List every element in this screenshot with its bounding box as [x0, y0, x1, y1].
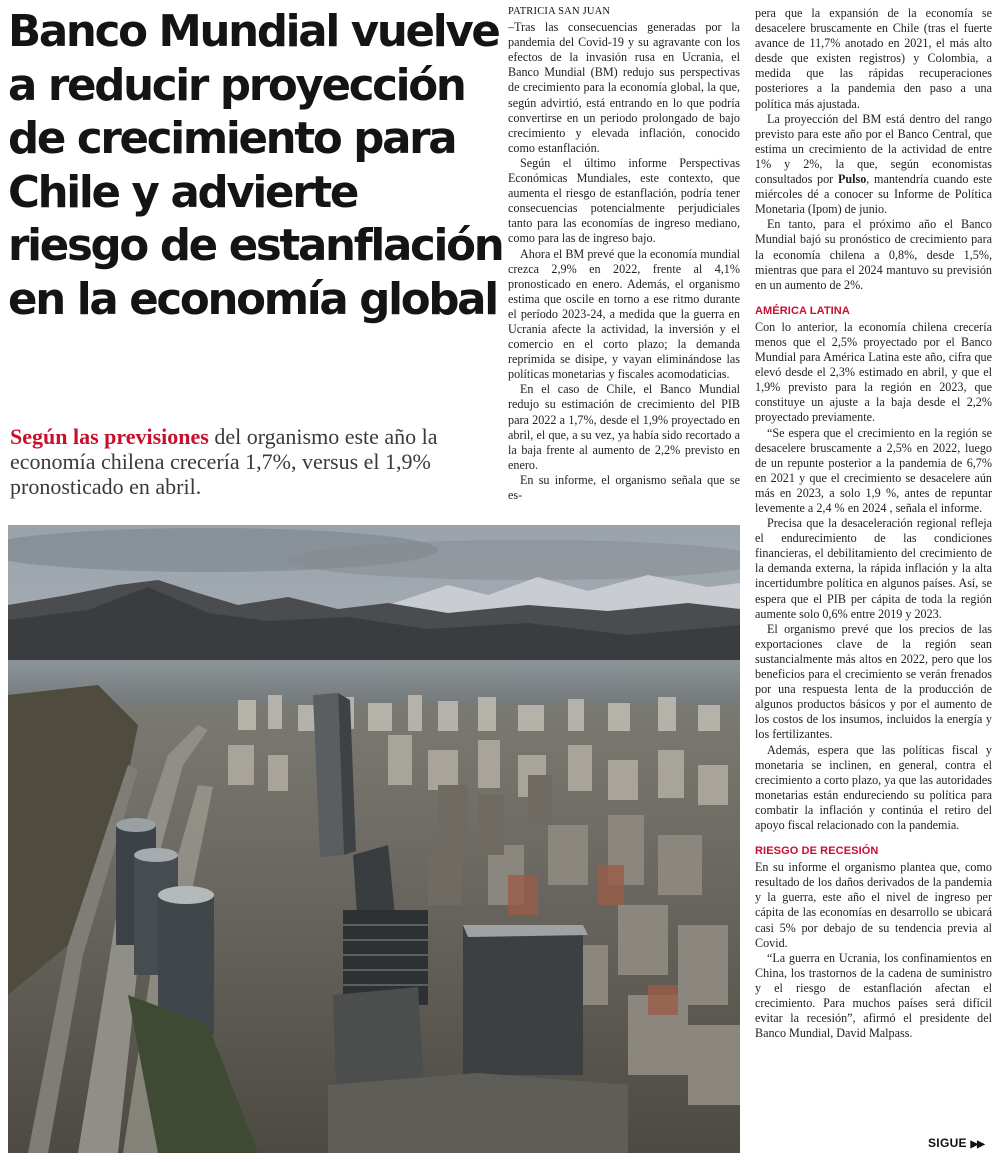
paragraph: –Tras las consecuencias generadas por la pandemia del Covid-19 y su agravante con los efectos de la invasión rusa en Ucrania, el Banco Mundial (BM) redujo sus perspectivas de crecimiento para la economía global, la que, según advirtió, está entrando en lo que podría convertirse en un periodo prolongado de bajo crecimiento y elevada inflación, conocido como estanflación. [508, 20, 740, 155]
deck [10, 424, 480, 499]
headline-line: Chile y advierte [8, 167, 358, 218]
double-arrow-icon: ▶▶ [970, 1139, 984, 1150]
paragraph: En su informe, el organismo señala que se es- [508, 472, 740, 502]
continue-label: SIGUE [928, 1136, 967, 1150]
deck-text: del organismo este año la economía chilena crecería 1,7%, versus el 1,9% pronosticado en abril. [10, 424, 438, 499]
headline-line: de crecimiento para [8, 114, 456, 164]
byline: PATRICIA SAN JUAN [508, 6, 611, 17]
paragraph-text: La proyección del BM está dentro del rango previsto para este año por el Banco Central, que estima un crecimiento de la actividad de entre 1% y 2%, la que, según economistas consultados por [755, 111, 992, 187]
paragraph [755, 112, 992, 218]
headline-line: en la economía global [8, 274, 497, 325]
deck-lead: Según las previsiones [10, 424, 209, 449]
publication-name: Pulso [837, 172, 867, 187]
section-heading: AMÉRICA LATINA [755, 304, 850, 317]
city-aerial-photo [8, 525, 740, 1153]
paragraph: En el caso de Chile, el Banco Mundial redujo su estimación de crecimiento del PIB para 2022 a 1,7%, desde el 1,9% proyectado en abril, el que, a su vez, ya había sido recortado a la baja frente al aumento de 2,2% previsto en enero. [508, 382, 740, 472]
paragraph: En tanto, para el próximo año el Banco Mundial bajó su pronóstico de crecimiento para la economía chilena a 0,8%, desde 1,5%, mientras que para el 2024 mantuvo su previsión en un aumento de 2%. [755, 217, 992, 292]
paragraph: Con lo anterior, la economía chilena crecería menos que el 2,5% proyectado por el Banco Mundial para América Latina este año, cifra que elevó desde el 2,3% estimado en abril, y que el 1,9% previsto para la región en 2023, que constituye un ajuste a la baja desde el 2,2% proyectado previamente. [755, 319, 992, 425]
paragraph: El organismo prevé que los precios de las exportaciones clave de la región sean sustancialmente más altos en 2022, pero que los beneficios para el crecimiento se verán frenados por una respuesta lenta de la producción de algunos productos básicos y por el aumento de los costos de los insumos, incluidos la energía y los fertilizantes. [755, 621, 992, 742]
article-column-2 [755, 6, 992, 1041]
headline-line: a reducir proyección [8, 60, 465, 111]
paragraph: pera que la expansión de la economía se desacelere bruscamente en Chile (tras el fuerte avance de 11,7% anotado en 2021, el más alto desde que existen registros) y Colombia, a medida que las rápidas recuperaciones posteriores a la pandemia den paso a una política más ajustada. [755, 6, 992, 111]
paragraph: “Se espera que el crecimiento en la región se desacelere bruscamente a 2,5% en 2022, luego de un repunte posterior a la pandemia de 6,7% en 2021 y que el crecimiento se desacelere aún más en 2023, a solo 1,9 %, antes de repuntar levemente a 2,4 % en 2024 , señala el informe. [755, 425, 992, 515]
headline [8, 6, 503, 327]
paragraph: Ahora el BM prevé que la economía mundial crezca 2,9% en 2022, frente al 4,1% pronosticado en enero. Además, el organismo estima que oscile en torno a ese ritmo durante el período 2023-24, a medida que la guerra en Ucrania afecte la actividad, la inversión y el comercio en el corto plazo; la demanda reprimida se disipe, y vayan eliminándose las políticas monetarias y fiscales acomodaticias. [508, 246, 740, 382]
headline-line: riesgo de estanflación [8, 221, 503, 271]
continue-marker [928, 1136, 984, 1150]
paragraph: En su informe el organismo plantea que, como resultado de los daños derivados de la pandemia y la guerra, este año el nivel de ingreso per cápita de las economías en desarrollo se ubicará casi 5% por debajo de su tendencia previa al Covid. [755, 860, 992, 950]
paragraph: Además, espera que las políticas fiscal y monetaria se inclinen, en general, contra el crecimiento a corto plazo, ya que las autoridades monetarias están endureciendo su política para combatir la inflación y continúa el retiro del apoyo fiscal relacionado con la pandemia. [755, 742, 992, 832]
headline-line: Banco Mundial vuelve [8, 7, 499, 57]
paragraph: Según el último informe Perspectivas Económicas Mundiales, este contexto, que aumenta el riesgo de estanflación, podría tener consecuencias potencialmente perjudiciales tanto para las economías de ingreso mediano, como para las de ingreso bajo. [508, 155, 740, 246]
paragraph: Precisa que la desaceleración regional refleja el endurecimiento de las condiciones financieras, el debilitamiento del crecimiento de la demanda externa, la rápida inflación y la alta incertidumbre política en algunos países. Así, se espera que el PIB per cápita de toda la región aumente solo 0,6% entre 2019 y 2023. [755, 516, 992, 621]
section-heading: RIESGO DE RECESIÓN [755, 845, 879, 858]
article-column-1 [508, 4, 740, 503]
paragraph-text: , mantendría cuando este miércoles dé a conocer su Informe de Política Monetaria (Ipom) de junio. [755, 172, 992, 217]
paragraph: “La guerra en Ucrania, los confinamientos en China, los trastornos de la cadena de suministro y el riesgo de estanflación afectan el crecimiento. Para muchos países será difícil evitar la recesión”, afirmó el presidente del Banco Mundial, David Malpass. [755, 950, 992, 1041]
